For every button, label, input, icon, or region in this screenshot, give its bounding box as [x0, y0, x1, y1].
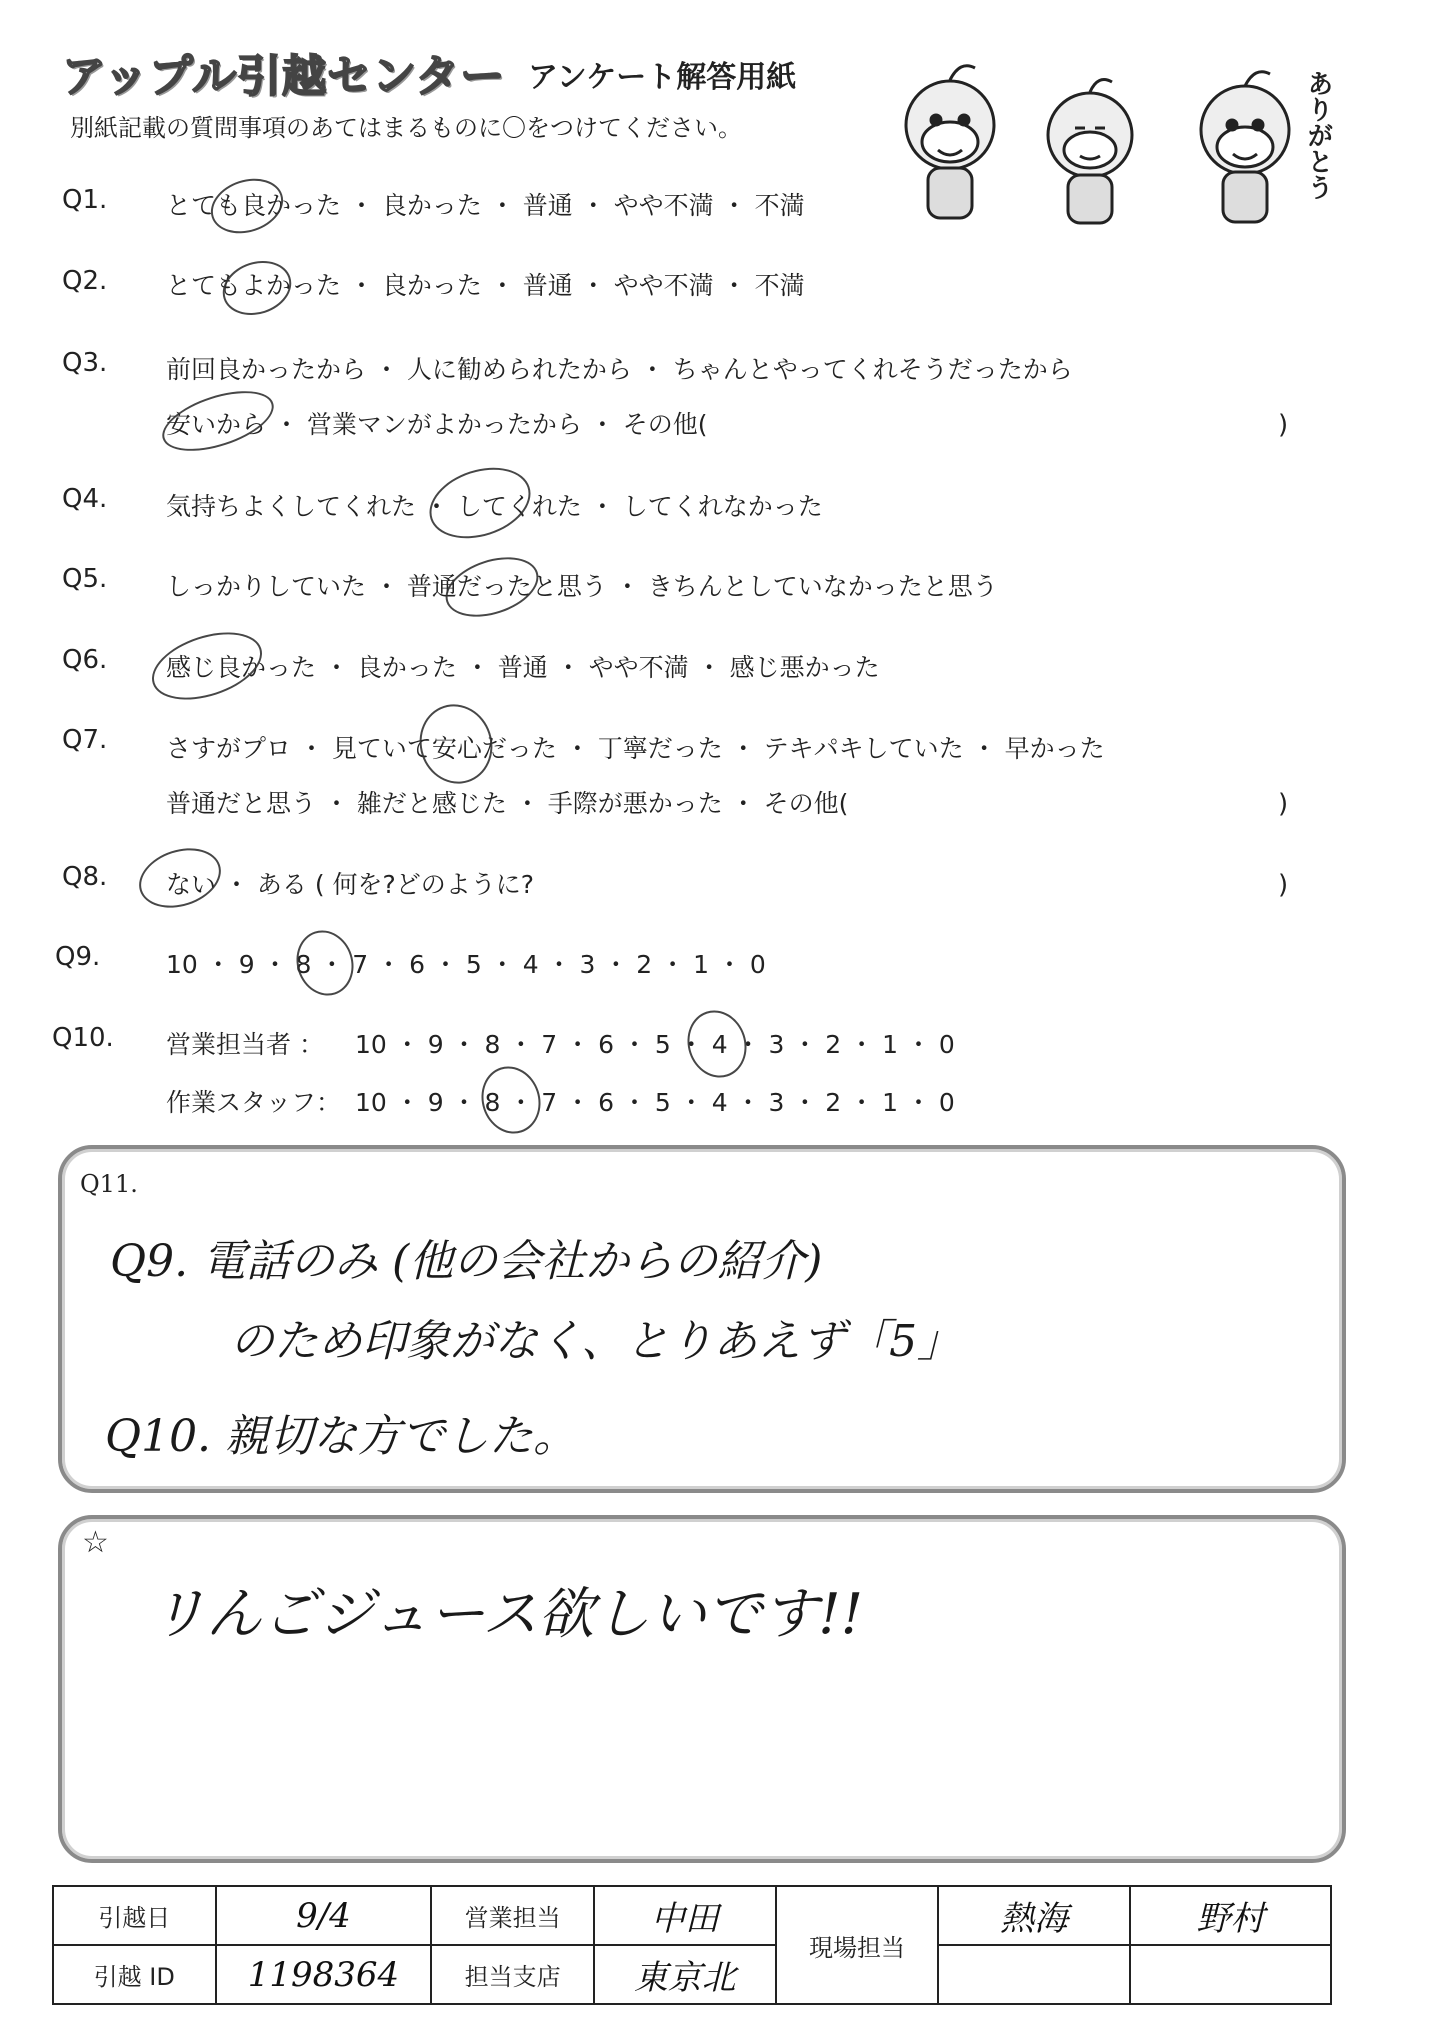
move-id-value: 1198364	[216, 1945, 432, 2004]
thanks-text: ありがとう	[1303, 70, 1333, 200]
form-subtitle: アンケート解答用紙	[528, 60, 797, 95]
instruction-text: 別紙記載の質問事項のあてはまるものに〇をつけてください。	[70, 114, 742, 142]
q11-label: Q11.	[80, 1170, 138, 1198]
q2-answer-circle	[216, 252, 299, 323]
mascot-monkey-icon	[1048, 80, 1132, 223]
q8-close-paren: )	[1278, 870, 1289, 900]
site-rep-value-1: 熱海	[938, 1886, 1130, 1945]
q9-label: Q9.	[55, 942, 101, 972]
q5-answer-circle	[438, 546, 546, 627]
q8-options: ない ・ ある ( 何を?どのように?	[166, 870, 535, 899]
q4-label: Q4.	[62, 484, 108, 514]
q10-staff-answer-circle	[473, 1059, 549, 1142]
q7-close-paren: )	[1278, 789, 1289, 819]
q3-options-line2: 安いから ・ 営業マンがよかったから ・ その他(	[166, 410, 708, 439]
q5-options: しっかりしていた ・ 普通だったと思う ・ きちんとしていなかったと思う	[166, 572, 998, 601]
q1-label: Q1.	[62, 185, 108, 215]
move-date-value: 9/4	[216, 1886, 432, 1945]
q3-options-line1: 前回良かったから ・ 人に勧められたから ・ ちゃんとやってくれそうだったから	[166, 355, 1073, 384]
q10-staff-scale: 10 ・ 9 ・ 8 ・ 7 ・ 6 ・ 5 ・ 4 ・ 3 ・ 2 ・ 1 ・ 0	[355, 1088, 955, 1117]
q10-label: Q10.	[52, 1023, 114, 1053]
q10-sales-scale: 10 ・ 9 ・ 8 ・ 7 ・ 6 ・ 5 ・ 4 ・ 3 ・ 2 ・ 1 ・ 0	[355, 1030, 955, 1059]
q8-label: Q8.	[62, 862, 108, 892]
move-id-label: 引越 ID	[53, 1945, 216, 2004]
form-title: アップル引越センター	[62, 51, 506, 102]
q7-options-line1: さすがプロ ・ 見ていて安心だった ・ 丁寧だった ・ テキパキしていた ・ 早かった	[166, 734, 1105, 763]
q3-label: Q3.	[62, 348, 108, 378]
site-rep-empty-cell-1	[938, 1945, 1130, 2004]
mascot-illustration	[890, 50, 1360, 240]
q6-label: Q6.	[62, 645, 108, 675]
q8-answer-circle	[131, 838, 228, 917]
q10-staff-label: 作業スタッフ：	[166, 1088, 342, 1117]
q9-answer-circle	[288, 923, 362, 1003]
footer-info-table	[52, 1885, 1332, 2005]
sales-rep-label: 営業担当	[431, 1886, 593, 1945]
q4-options: 気持ちよくしてくれた ・ してくれた ・ してくれなかった	[166, 492, 823, 521]
q9-scale: 10 ・ 9 ・ 8 ・ 7 ・ 6 ・ 5 ・ 4 ・ 3 ・ 2 ・ 1 ・ 0	[166, 950, 766, 979]
q2-label: Q2.	[62, 266, 108, 296]
q10-sales-label: 営業担当者 ：	[166, 1030, 324, 1059]
q1-answer-circle	[204, 170, 290, 242]
q7-options-line2: 普通だと思う ・ 雑だと感じた ・ 手際が悪かった ・ その他(	[166, 789, 849, 818]
branch-value: 東京北	[594, 1945, 776, 2004]
free-comment-box	[58, 1515, 1346, 1863]
q11-handwritten-line2: のため印象がなく、とりあえず「5」	[230, 1316, 962, 1367]
site-rep-value-2: 野村	[1130, 1886, 1331, 1945]
sales-rep-value: 中田	[594, 1886, 776, 1945]
star-icon: ☆	[82, 1525, 109, 1560]
q1-options: とても良かった ・ 良かった ・ 普通 ・ やや不満 ・ 不満	[166, 191, 805, 220]
q7-label: Q7.	[62, 725, 108, 755]
site-rep-empty-cell-2	[1130, 1945, 1331, 2004]
q11-handwritten-line1: Q9. 電話のみ (他の会社からの紹介)	[110, 1236, 823, 1287]
move-date-label: 引越日	[53, 1886, 216, 1945]
free-comment-handwritten: リんごジュース欲しいです!!	[150, 1582, 864, 1647]
site-rep-label: 現場担当	[776, 1886, 938, 2004]
q2-options: とてもよかった ・ 良かった ・ 普通 ・ やや不満 ・ 不満	[166, 271, 805, 300]
q6-answer-circle	[144, 620, 271, 712]
q7-answer-circle	[409, 695, 502, 793]
q4-answer-circle	[420, 456, 539, 551]
q6-options: 感じ良かった ・ 良かった ・ 普通 ・ やや不満 ・ 感じ悪かった	[166, 653, 880, 682]
q3-close-paren: )	[1278, 410, 1289, 440]
mascot-monkey-icon	[906, 66, 994, 218]
q3-answer-circle	[155, 379, 281, 462]
branch-label: 担当支店	[431, 1945, 593, 2004]
mascot-monkey-icon	[1201, 72, 1289, 222]
q11-handwritten-line3: Q10. 親切な方でした。	[105, 1411, 578, 1462]
q10-sales-answer-circle	[679, 1003, 755, 1086]
q5-label: Q5.	[62, 564, 108, 594]
